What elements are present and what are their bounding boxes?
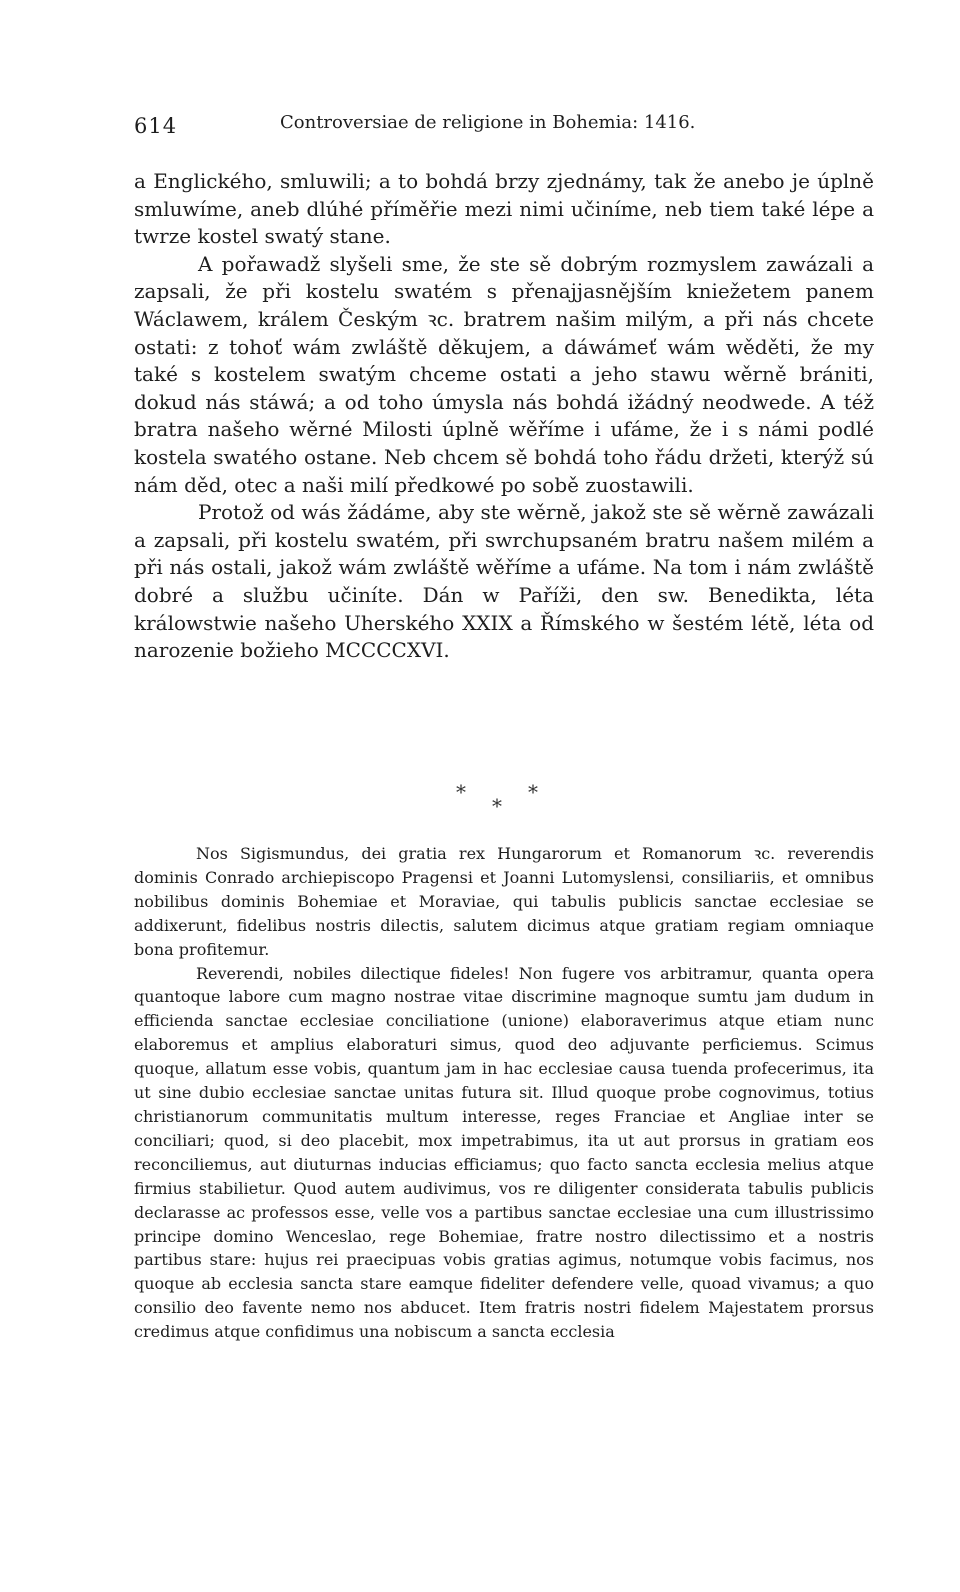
section-separator-asterism	[430, 780, 538, 818]
page-number: 614	[134, 114, 178, 138]
czech-letter-text	[134, 168, 874, 665]
czech-paragraph-2: A pořawadž slyšeli sme, že ste sě dobrým rozmyslem zawázali a zapsali, že při kostelu swatém s přenajjasnějším kniežetem panem Wáclawem, králem Českým ꝛc. bratrem našim milým, a při nás chcete ostati: z tohoť wám zwláště děkujem, a dáwámeť wám wěděti, že my také s kostelem swatým chceme ostati a jeho stawu wěrně brániti, dokud nás stáwá; a od toho úmysla nás bohdá ižádný neodwede. A též bratra našeho wěrné Milosti úplně wěříme i ufáme, že i s námi podlé kostela swatého ostane. Neb chcem sě bohdá toho řádu držeti, kterýž sú nám děd, otec a naši milí předkowé po sobě zuostawili.	[134, 251, 874, 497]
czech-paragraph-3: Protož od wás žádáme, aby ste wěrně, jakož ste sě wěrně zawázali a zapsali, při kostelu swatém, při swrchupsaném bratru našem milém a při nás ostali, jakož wám zwláště wěříme a ufáme. Na tom i nám zwláště dobré a službu učiníte. Dán w Paříži, den sw. Benedikta, léta králowstwie našeho Uherského XXIX a Římského w šestém létě, léta od narozenie božieho MCCCCXVI.	[134, 500, 874, 663]
czech-paragraph-1: a Englického, smluwili; a to bohdá brzy zjednámy, tak že anebo je úplně smluwíme, aneb dlúhé příměřie mezi nimi učiníme, neb tiem také lépe a twrze kostel swatý stane.	[134, 169, 874, 249]
latin-letter-text	[134, 842, 874, 1344]
asterisk-glyph-bottom: *	[492, 794, 502, 818]
asterisk-glyph-right: *	[528, 780, 538, 804]
latin-paragraph-2: Reverendi, nobiles dilectique fideles! Non fugere vos arbitramur, quanta opera quantoque labore cum magno nostrae vitae discrimine magnoque sumtu jam dudum in efficienda sanctae ecclesiae conciliatione (unione) elaboraverimus atque etiam nunc elaboremus et amplius elaboraturi simus, quod deo adjuvante perficiemus. Scimus quoque, allatum esse vobis, quantum jam in hac ecclesiae causa tuenda profecerimus, ita ut sine dubio ecclesiae sanctae unitas futura sit. Illud quoque probe cognovimus, totius christianorum communitatis multum interesse, reges Franciae et Angliae inter se conciliari; quod, si deo placebit, mox impetrabimus, ita ut aut prorsus in gratiam eos reconciliemus, aut diuturnas inducias efficiamus; quo facto sancta ecclesia melius atque firmius stabilietur. Quod autem audivimus, vos re diligenter considerata tabulis publicis declarasse ac professos esse, velle vos a partibus sanctae ecclesiae una cum illustrissimo principe domino Wenceslao, rege Bohemiae, fratre nostro dilectissimo et a nostris partibus stare: hujus rei praecipuas vobis gratias agimus, notumque vobis facimus, nos quoque ab ecclesia sancta stare eamque fideliter defendere velle, quoad vivamus; a quo consilio deo favente nemo nos abducet. Item fratris nostri fidelem Majestatem prorsus credimus atque confidimus una nobiscum a sancta ecclesia	[134, 963, 874, 1342]
running-title: Controversiae de religione in Bohemia: 1416.	[280, 112, 696, 133]
page-header	[134, 108, 874, 138]
asterisk-glyph-left: *	[456, 780, 466, 804]
latin-paragraph-1: Nos Sigismundus, dei gratia rex Hungarorum et Romanorum ꝛc. reverendis dominis Conrado archiepiscopo Pragensi et Joanni Lutomyslensi, consiliariis, et omnibus nobilibus dominis Bohemiae et Moraviae, qui tabulis publicis sanctae ecclesiae se addixerunt, fidelibus nostris dilectis, salutem dicimus atque gratiam regiam omniaque bona profitemur.	[134, 844, 874, 959]
